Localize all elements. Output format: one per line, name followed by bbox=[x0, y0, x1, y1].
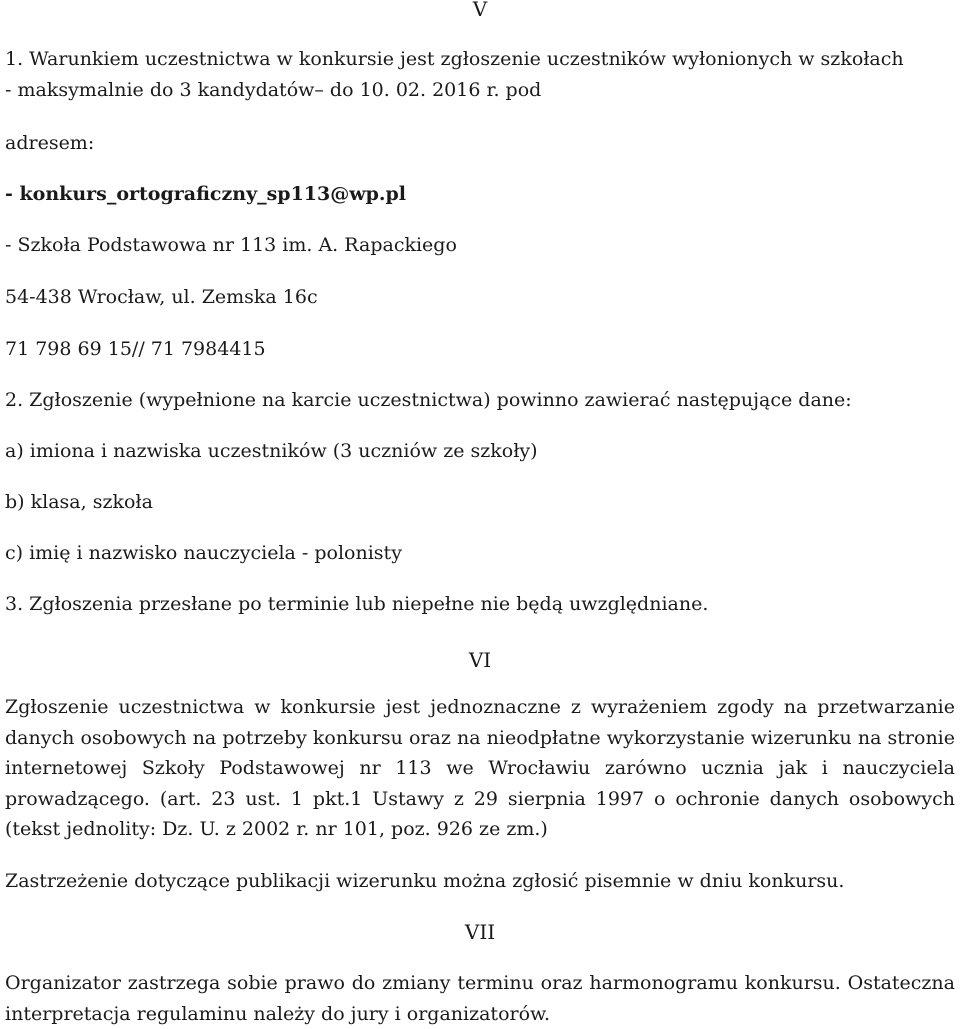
list-item-c: c) imię i nazwisko nauczyciela - polonisty bbox=[5, 542, 402, 564]
organizer-paragraph: Organizator zastrzega sobie prawo do zmiany terminu oraz harmonogramu konkursu. Ostateczna interpretacja regulaminu należy do jury i organizatorów. bbox=[5, 972, 955, 1025]
paragraph-1-line-2: - maksymalnie do 3 kandydatów– do 10. 02. 2016 r. pod bbox=[5, 79, 542, 101]
address-label: adresem: bbox=[5, 132, 95, 154]
list-item-b: b) klasa, szkoła bbox=[5, 491, 153, 513]
phone-numbers: 71 798 69 15// 71 7984415 bbox=[5, 338, 266, 360]
paragraph-2: 2. Zgłoszenie (wypełnione na karcie uczestnictwa) powinno zawierać następujące dane: bbox=[5, 389, 852, 411]
paragraph-3: 3. Zgłoszenia przesłane po terminie lub niepełne nie będą uwzględniane. bbox=[5, 593, 709, 615]
image-reservation-note: Zastrzeżenie dotyczące publikacji wizerunku można zgłosić pisemnie w dniu konkursu. bbox=[5, 870, 845, 892]
school-name: - Szkoła Podstawowa nr 113 im. A. Rapackiego bbox=[5, 234, 457, 256]
school-address: 54-438 Wrocław, ul. Zemska 16c bbox=[5, 286, 318, 308]
contact-email: - konkurs_ortograficzny_sp113@wp.pl bbox=[5, 183, 407, 205]
section-heading-v: V bbox=[472, 0, 488, 21]
list-item-a: a) imiona i nazwiska uczestników (3 uczniów ze szkoły) bbox=[5, 440, 538, 462]
paragraph-1-line-1: 1. Warunkiem uczestnictwa w konkursie jest zgłoszenie uczestników wyłonionych w szkołach bbox=[5, 48, 904, 70]
section-heading-vi: VI bbox=[468, 648, 492, 672]
consent-paragraph: Zgłoszenie uczestnictwa w konkursie jest jednoznaczne z wyrażeniem zgody na przetwarzanie danych osobowych na potrzeby konkursu oraz na nieodpłatne wykorzystanie wizerunku na stronie internetowej Szkoły Podstawowej nr 113 we Wrocławiu zarówno ucznia jak i nauczyciela prowadzącego. (art. 23 ust. 1 pkt.1 Ustawy z 29 sierpnia 1997 o ochronie danych osobowych (tekst jednolity: Dz. U. z 2002 r. nr 101, poz. 926 ze zm.) bbox=[5, 696, 955, 840]
section-heading-vii: VII bbox=[464, 920, 496, 944]
